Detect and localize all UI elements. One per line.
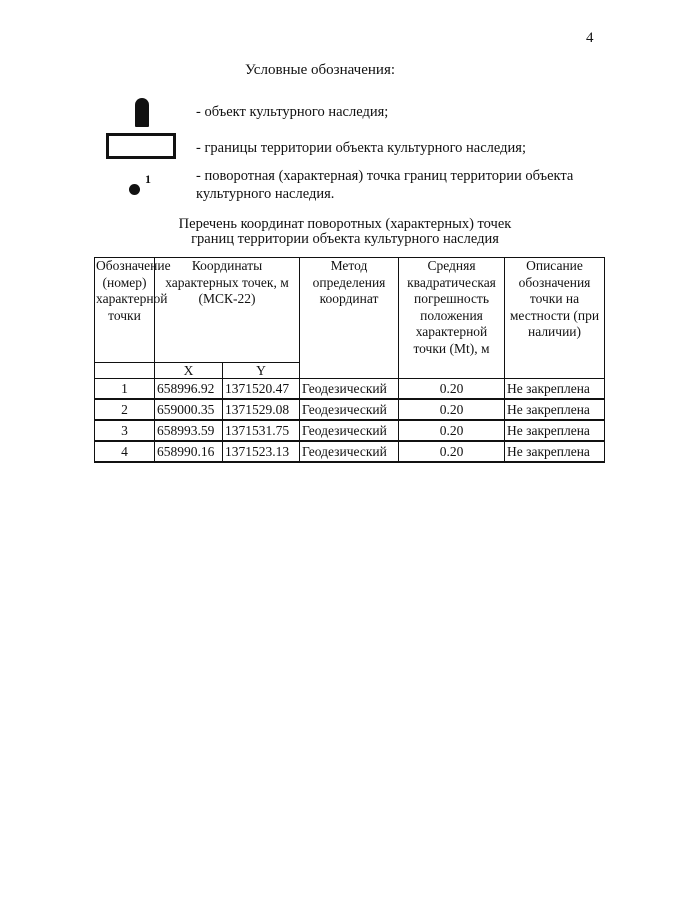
header-designation-spacer <box>95 363 155 379</box>
header-method: Метод определения координат <box>300 258 399 379</box>
header-coordinates: Координаты характерных точек, м (МСК-22) <box>155 258 300 363</box>
legend-item-boundary: - границы территории объекта культурного наследия; <box>196 140 526 156</box>
table-row <box>95 379 605 400</box>
cell-description: Не закреплена <box>505 441 605 462</box>
legend-item-object: - объект культурного наследия; <box>196 104 389 120</box>
cell-description: Не закреплена <box>505 379 605 400</box>
cell-number: 2 <box>95 399 155 420</box>
header-description: Описание обозначения точки на местности (при наличии) <box>505 258 605 379</box>
cell-description: Не закреплена <box>505 399 605 420</box>
cell-x: 658996.92 <box>155 379 223 400</box>
cell-error: 0.20 <box>399 420 505 441</box>
cell-number: 1 <box>95 379 155 400</box>
cell-error: 0.20 <box>399 399 505 420</box>
territory-boundary-icon <box>106 133 176 159</box>
cell-method: Геодезический <box>300 399 399 420</box>
cell-x: 658993.59 <box>155 420 223 441</box>
cell-y: 1371520.47 <box>223 379 300 400</box>
table-title-line1: Перечень координат поворотных (характерных) точек <box>178 216 512 232</box>
header-designation: Обозначение (номер) характерной точки <box>95 258 155 363</box>
legend-title: Условные обозначения: <box>244 62 396 78</box>
page-number: 4 <box>586 30 594 46</box>
cell-error: 0.20 <box>399 441 505 462</box>
cell-y: 1371523.13 <box>223 441 300 462</box>
cell-method: Геодезический <box>300 379 399 400</box>
header-error: Средняя квадратическая погрешность положения характерной точки (Mt), м <box>399 258 505 379</box>
cell-number: 3 <box>95 420 155 441</box>
legend-item-turning-point: - поворотная (характерная) точка границ территории объекта культурного наследия. <box>196 168 574 202</box>
coordinates-table <box>94 257 605 463</box>
cultural-heritage-object-icon <box>135 98 149 127</box>
cell-description: Не закреплена <box>505 420 605 441</box>
table-title-line2: границ территории объекта культурного наследия <box>191 231 499 247</box>
table-row <box>95 399 605 420</box>
table-row <box>95 420 605 441</box>
table-row <box>95 441 605 462</box>
cell-y: 1371529.08 <box>223 399 300 420</box>
table-title <box>0 217 690 247</box>
cell-number: 4 <box>95 441 155 462</box>
cell-error: 0.20 <box>399 379 505 400</box>
cell-method: Геодезический <box>300 441 399 462</box>
turning-point-icon <box>129 184 140 195</box>
header-y: Y <box>223 363 300 379</box>
turning-point-number: 1 <box>145 172 151 186</box>
cell-y: 1371531.75 <box>223 420 300 441</box>
cell-x: 658990.16 <box>155 441 223 462</box>
cell-method: Геодезический <box>300 420 399 441</box>
cell-x: 659000.35 <box>155 399 223 420</box>
header-x: X <box>155 363 223 379</box>
